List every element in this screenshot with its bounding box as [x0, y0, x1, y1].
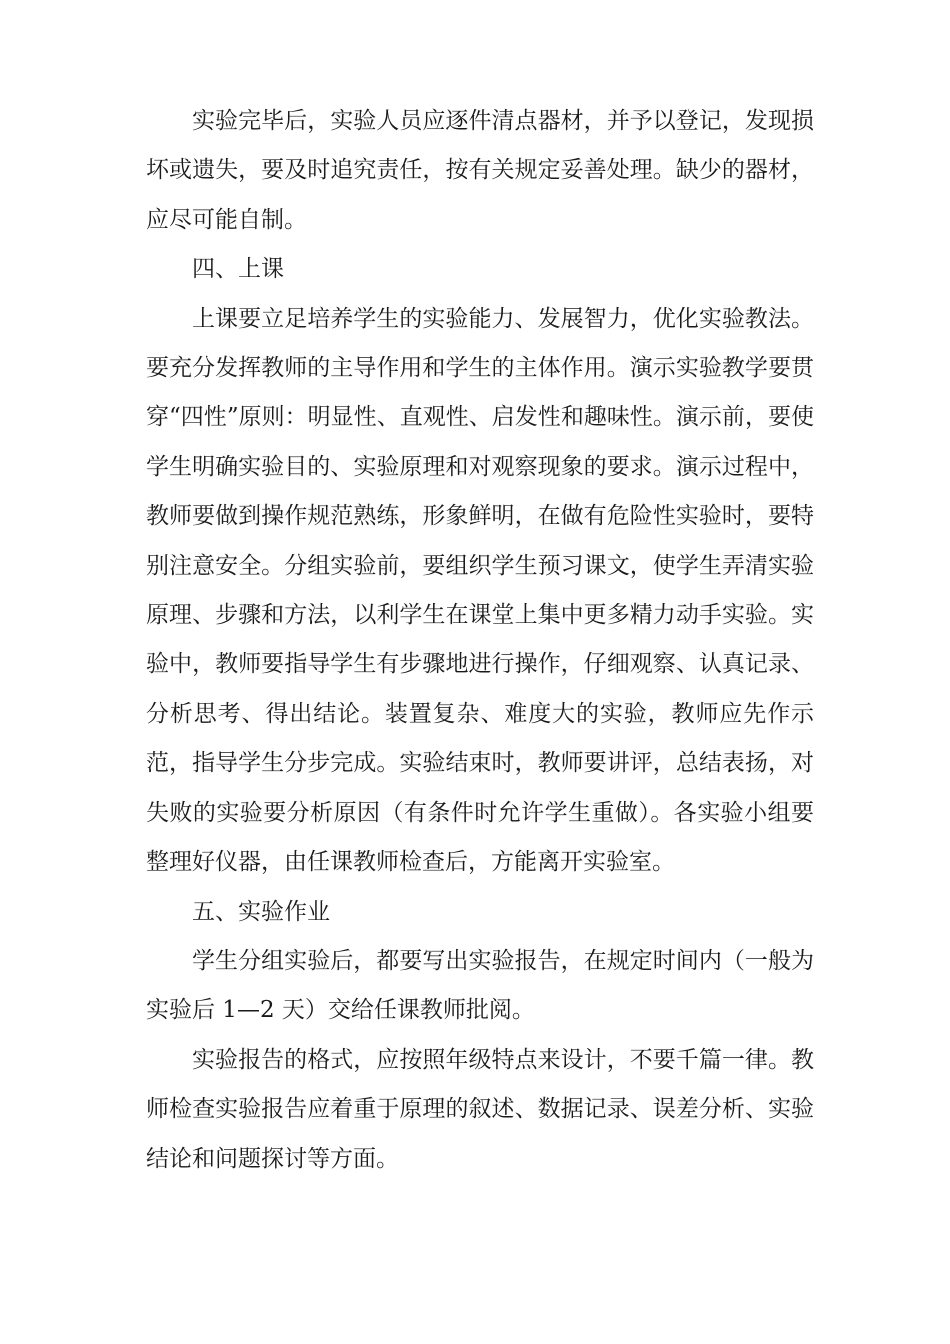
paragraph-class-teaching: 上课要立足培养学生的实验能力、发展智力，优化实验教法。要充分发挥教师的主导作用和学生的主体作用。演示实验教学要贯穿“四性”原则：明显性、直观性、启发性和趣味性。演示前，要使学生明确实验目的、实验原理和对观察现象的要求。演示过程中，教师要做到操作规范熟练，形象鲜明，在做有危险性实验时，要特别注意安全。分组实验前，要组织学生预习课文，使学生弄清实验原理、步骤和方法，以利学生在课堂上集中更多精力动手实验。实验中，教师要指导学生有步骤地进行操作，仔细观察、认真记录、分析思考、得出结论。装置复杂、难度大的实验，教师应先作示范，指导学生分步完成。实验结束时，教师要讲评，总结表扬，对失败的实验要分析原因（有条件时允许学生重做）。各实验小组要整理好仪器，由任课教师检查后，方能离开实验室。 — [146, 305, 814, 876]
document-page — [146, 97, 814, 1184]
section-heading-class: 四、上课 — [192, 256, 284, 283]
section-heading-homework: 五、实验作业 — [192, 898, 330, 925]
paragraph-lab-report: 学生分组实验后，都要写出实验报告，在规定时间内（一般为实验后 1—2 天）交给任课教师批阅。 — [146, 947, 814, 1024]
paragraph-report-format: 实验报告的格式，应按照年级特点来设计，不要千篇一律。教师检查实验报告应着重于原理的叙述、数据记录、误差分析、实验结论和问题探讨等方面。 — [146, 1046, 814, 1172]
paragraph-equipment-check: 实验完毕后，实验人员应逐件清点器材，并予以登记，发现损坏或遗失，要及时追究责任，按有关规定妥善处理。缺少的器材，应尽可能自制。 — [146, 108, 814, 233]
